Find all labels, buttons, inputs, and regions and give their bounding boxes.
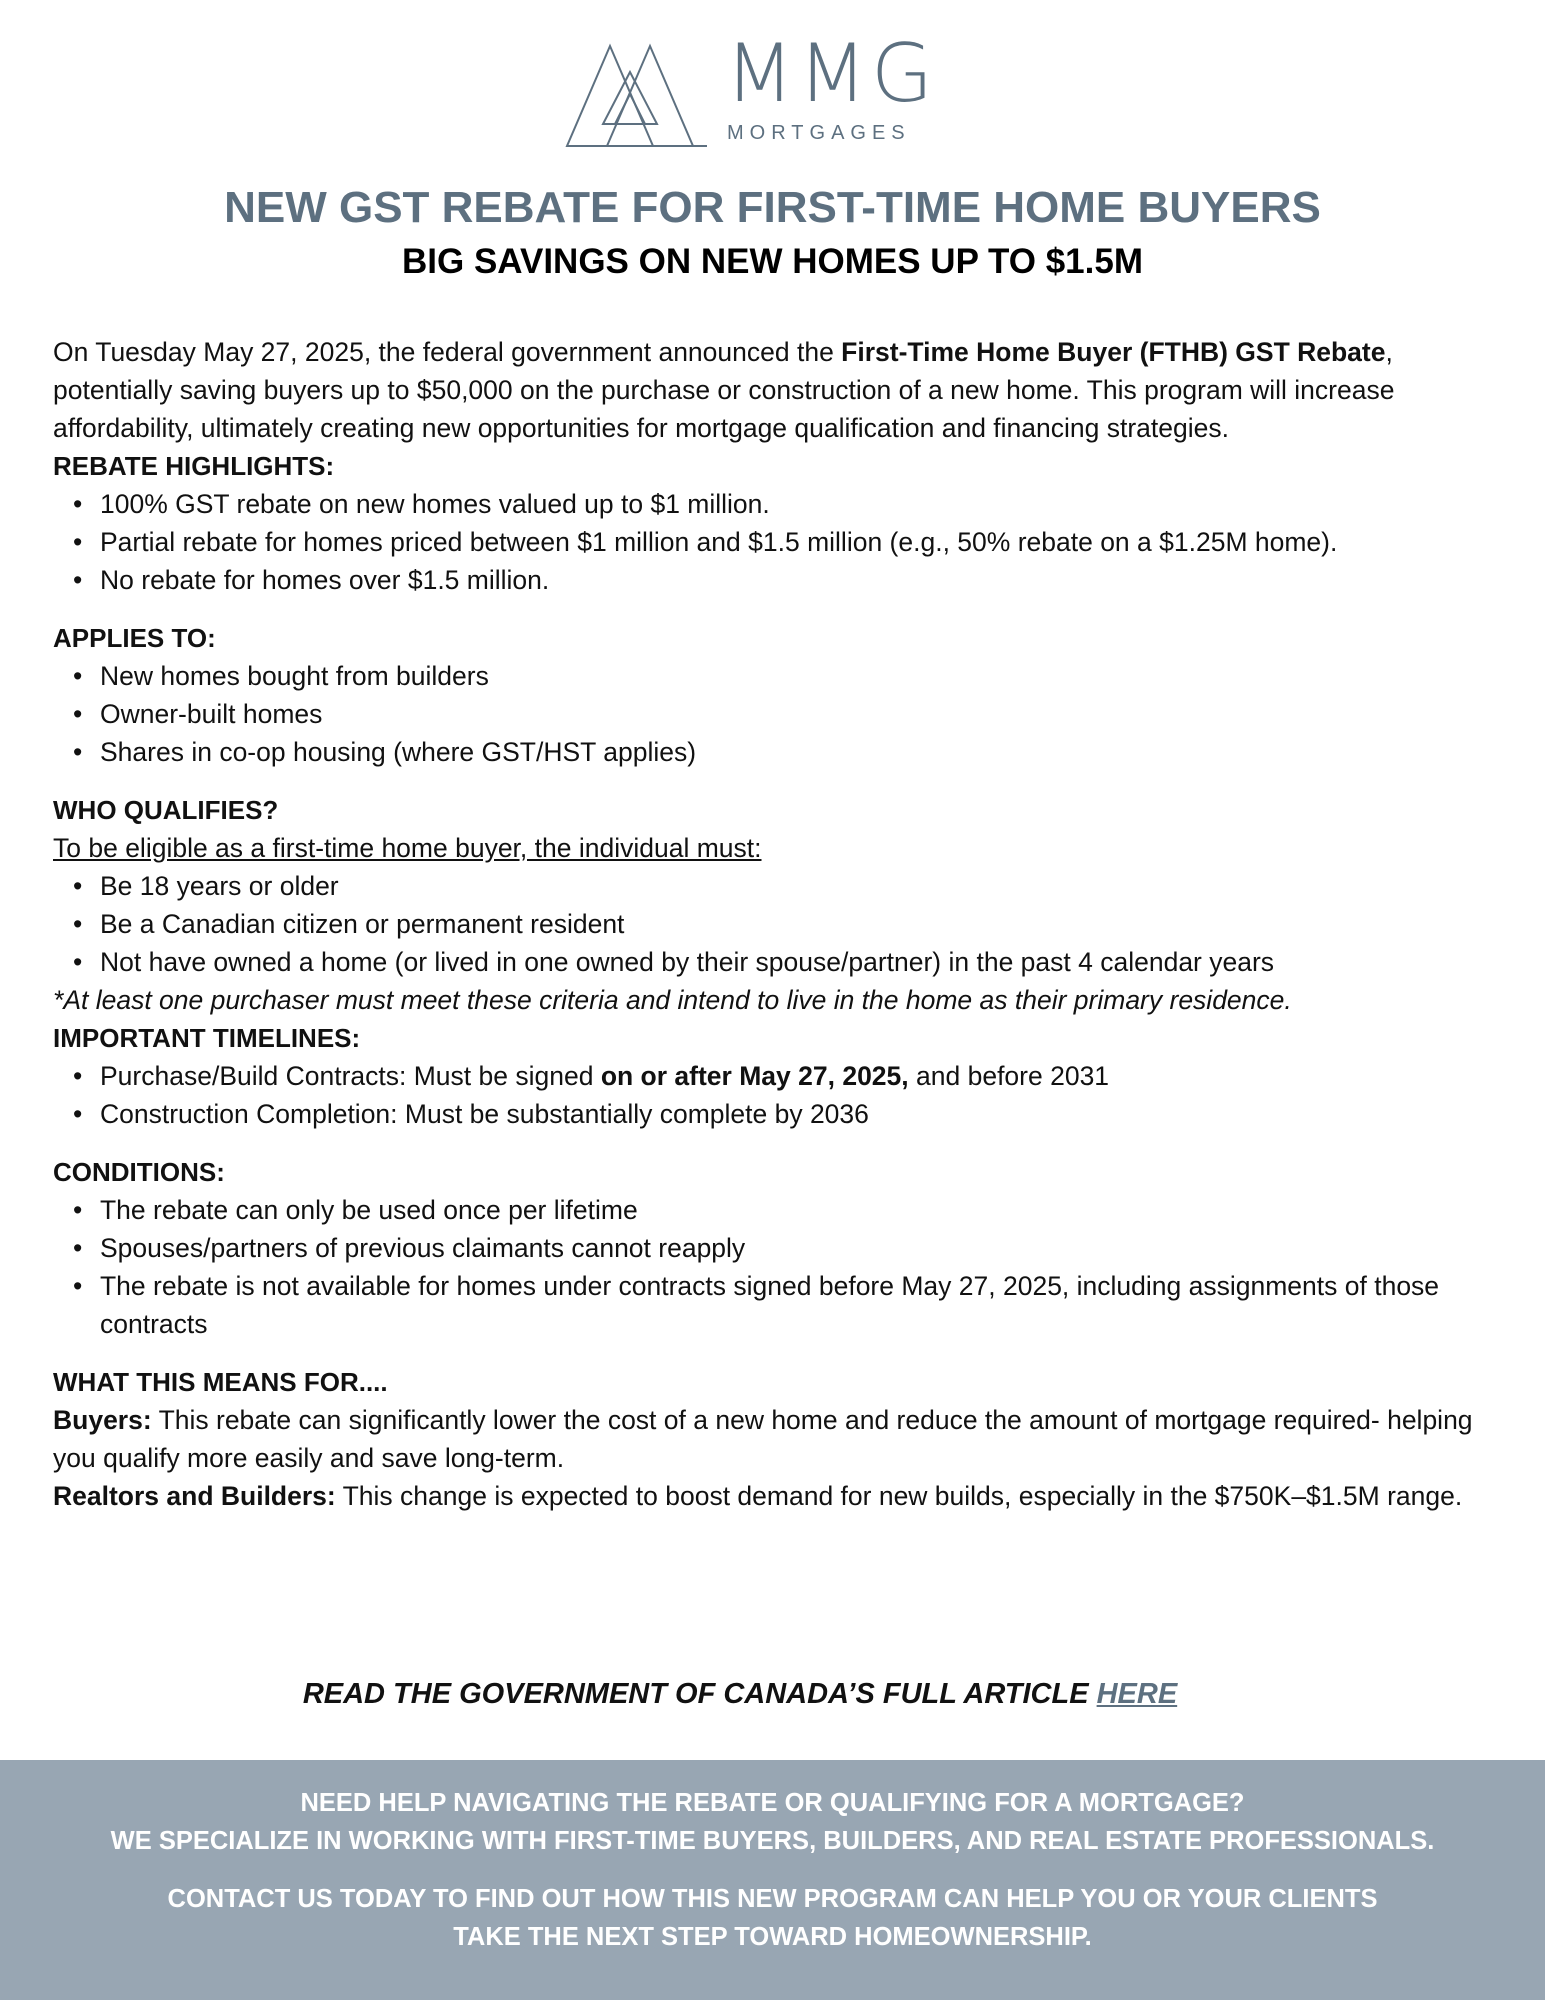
list-item: • New homes bought from builders [100,657,1498,695]
main-content [53,333,1498,1515]
logo-name: MMG [725,27,938,120]
qualifies-heading: WHO QUALIFIES? [53,795,279,825]
footer-line: CONTACT US TODAY TO FIND OUT HOW THIS NEW PROGRAM CAN HELP YOU OR YOUR CLIENTS [167,1885,1378,1913]
read-article-line [0,1678,1480,1711]
timeline-text: Purchase/Build Contracts: Must be signed [100,1061,601,1091]
list-item: • Construction Completion: Must be substantially complete by 2036 [100,1095,1498,1133]
applies-heading: APPLIES TO: [53,623,216,653]
footer-line: WE SPECIALIZE IN WORKING WITH FIRST-TIME BUYERS, BUILDERS, AND REAL ESTATE PROFESSIONALS. [110,1827,1435,1855]
logo [565,27,938,152]
rebate-heading: REBATE HIGHLIGHTS: [53,451,335,481]
realtors-paragraph [53,1477,1498,1515]
rebate-list [100,485,1498,599]
realtors-label: Realtors and Builders: [53,1481,336,1511]
conditions-section [53,1153,1498,1343]
list-item: • The rebate can only be used once per lifetime [100,1191,1498,1229]
list-item: • Be a Canadian citizen or permanent resident [100,905,1498,943]
conditions-list [100,1191,1498,1343]
list-item [100,1057,1498,1095]
realtors-text: This change is expected to boost demand for new builds, especially in the $750K–$1.5M range. [335,1481,1463,1511]
timeline-text-rest: and before 2031 [908,1061,1110,1091]
intro-paragraph [53,333,1498,447]
conditions-heading: CONDITIONS: [53,1157,225,1187]
read-article-text: READ THE GOVERNMENT OF CANADA’S FULL ARTICLE [302,1678,1097,1710]
timelines-heading: IMPORTANT TIMELINES: [53,1023,361,1053]
buyers-paragraph [53,1401,1498,1477]
means-heading: WHAT THIS MEANS FOR.... [53,1367,388,1397]
list-item: • The rebate is not available for homes under contracts signed before May 27, 2025, including assignments of those contracts [100,1267,1498,1343]
buyers-text: This rebate can significantly lower the cost of a new home and reduce the amount of mortgage required- helping you qualify more easily and save long-term. [53,1405,1473,1473]
list-item: • 100% GST rebate on new homes valued up to $1 million. [100,485,1498,523]
timeline-date: on or after May 27, 2025, [600,1061,909,1091]
list-item: • Not have owned a home (or lived in one owned by their spouse/partner) in the past 4 calendar years [100,943,1498,981]
list-item: • Owner-built homes [100,695,1498,733]
rebate-section [53,447,1498,599]
footer-line: TAKE THE NEXT STEP TOWARD HOMEOWNERSHIP. [453,1923,1092,1951]
applies-list [100,657,1498,771]
footer-line: NEED HELP NAVIGATING THE REBATE OR QUALIFYING FOR A MORTGAGE? [300,1789,1245,1817]
means-section [53,1363,1498,1515]
intro-program-name: First-Time Home Buyer (FTHB) GST Rebate [841,337,1386,367]
list-item: • Spouses/partners of previous claimants cannot reapply [100,1229,1498,1267]
triangle-logo-icon [565,42,715,152]
qualifies-list [100,867,1498,981]
footer-banner [0,1760,1545,2000]
page-subtitle: BIG SAVINGS ON NEW HOMES UP TO $1.5M [402,242,1143,281]
qualifies-note: *At least one purchaser must meet these criteria and intend to live in the home as their primary residence. [53,985,1292,1015]
intro-text-rest: , potentially saving buyers up to $50,000 on the purchase or construction of a new home. This program will increase affordability, ultimately creating new opportunities for mortgage qualification and financing strategies. [53,337,1395,443]
buyers-label: Buyers: [53,1405,152,1435]
timelines-list [100,1057,1498,1133]
list-item: • Shares in co-op housing (where GST/HST applies) [100,733,1498,771]
article-link[interactable]: HERE [1096,1678,1178,1710]
applies-section [53,619,1498,771]
qualifies-subheading: To be eligible as a first-time home buyer, the individual must: [53,833,762,863]
intro-text: On Tuesday May 27, 2025, the federal government announced the [53,337,842,367]
list-item: • No rebate for homes over $1.5 million. [100,561,1498,599]
timelines-section [53,1019,1498,1133]
list-item: • Be 18 years or older [100,867,1498,905]
list-item: • Partial rebate for homes priced between $1 million and $1.5 million (e.g., 50% rebate on a $1.25M home). [100,523,1498,561]
page-title: NEW GST REBATE FOR FIRST-TIME HOME BUYERS [224,183,1321,232]
qualifies-section [53,791,1498,1019]
logo-subtitle: MORTGAGES [727,122,911,144]
